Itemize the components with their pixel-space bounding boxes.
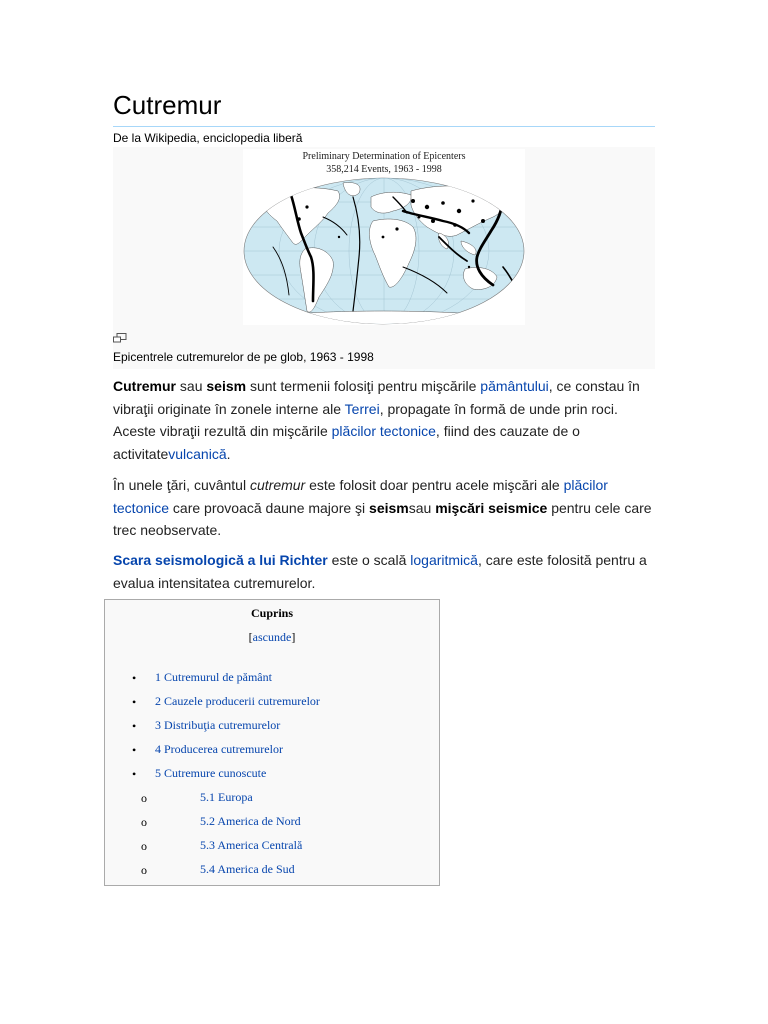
- term-seism-2: seism: [369, 499, 409, 516]
- bullet-icon: •: [132, 719, 137, 733]
- link-placilor-tectonice-2[interactable]: plăcilor tectonice: [113, 477, 608, 516]
- text-span: .: [226, 445, 231, 462]
- page-subtitle: De la Wikipedia, enciclopedia liberă: [113, 131, 303, 145]
- toc-bracket: [: [248, 630, 253, 644]
- text-span: este folosit doar pentru acele mişcări ale: [305, 477, 564, 493]
- text-span: , ce constau în vibraţii originate în zonele interne ale: [113, 378, 640, 417]
- bullet-icon: •: [132, 767, 137, 781]
- toc-item-4[interactable]: 4 Producerea cutremurelor: [155, 742, 283, 756]
- link-pamantului[interactable]: pământului: [480, 378, 549, 394]
- link-terrei[interactable]: Terrei: [344, 400, 380, 417]
- paragraph-usage: [113, 474, 653, 542]
- toc-bracket: ]: [291, 630, 296, 644]
- text-span: sau: [408, 499, 436, 516]
- world-map-image: [243, 177, 525, 325]
- bullet-icon: •: [132, 743, 137, 757]
- toc-item-5-2[interactable]: 5.2 America de Nord: [200, 814, 301, 828]
- text-span: sunt termenii folosiţi pentru mişcările: [246, 378, 481, 394]
- circle-bullet-icon: o: [141, 791, 147, 805]
- text-span: În unele ţări, cuvântul: [113, 477, 250, 493]
- figure-caption: Epicentrele cutremurelor de pe glob, 1963 - 1998: [113, 350, 374, 364]
- link-placilor-tectonice[interactable]: plăcilor tectonice: [331, 423, 436, 439]
- text-span: este o scală: [327, 552, 411, 568]
- toc-title: Cuprins: [250, 606, 294, 620]
- map-subtitle: 358,214 Events, 1963 - 1998: [326, 164, 442, 175]
- link-vulcanica[interactable]: vulcanică: [168, 445, 227, 462]
- term-cutremur-italic: cutremur: [249, 477, 306, 493]
- text-span: , fiind des cauzate de o activitate: [113, 423, 580, 462]
- term-miscari-seismice: mişcări seismice: [435, 499, 548, 516]
- toc-item-5-4[interactable]: 5.4 America de Sud: [200, 862, 295, 876]
- bullet-icon: •: [132, 671, 137, 685]
- page-title: Cutremur: [113, 88, 655, 127]
- toc-toggle: [105, 630, 439, 645]
- toc-item-5-1[interactable]: 5.1 Europa: [200, 790, 253, 804]
- toc-hide-link[interactable]: ascunde: [252, 630, 292, 644]
- toc-item-1[interactable]: 1 Cutremurul de pământ: [155, 670, 272, 684]
- magnify-icon[interactable]: [113, 333, 127, 346]
- circle-bullet-icon: o: [141, 815, 147, 829]
- figure-thumbnail: [113, 147, 655, 369]
- circle-bullet-icon: o: [141, 863, 147, 877]
- text-span: care provoacă daune majore şi: [169, 499, 370, 516]
- text-span: pentru cele care trec neobservate.: [113, 499, 652, 538]
- map-title: Preliminary Determination of Epicenters: [302, 151, 466, 162]
- link-scara-richter[interactable]: Scara seismologică a lui Richter: [113, 552, 328, 568]
- text-span: , care este folosită pentru a evalua intensitatea cutremurelor.: [113, 552, 647, 591]
- circle-bullet-icon: o: [141, 839, 147, 853]
- text-span: , propagate în formă de unde prin roci. Aceste vibraţii rezultă din mişcările: [113, 400, 618, 439]
- toc-item-5[interactable]: 5 Cutremure cunoscute: [155, 766, 267, 780]
- paragraph-definition: [113, 375, 653, 465]
- toc-item-2[interactable]: 2 Cauzele producerii cutremurelor: [155, 694, 320, 708]
- term-cutremur: Cutremur: [113, 378, 177, 394]
- table-of-contents: [104, 599, 440, 886]
- text-span: sau: [176, 378, 207, 394]
- term-seism: seism: [206, 378, 247, 394]
- paragraph-richter: [113, 549, 653, 594]
- toc-item-3[interactable]: 3 Distribuţia cutremurelor: [155, 718, 281, 732]
- link-logaritmica[interactable]: logaritmică: [410, 552, 478, 568]
- bullet-icon: •: [132, 695, 137, 709]
- epicenter-map[interactable]: [243, 149, 525, 325]
- toc-item-5-3[interactable]: 5.3 America Centrală: [200, 838, 303, 852]
